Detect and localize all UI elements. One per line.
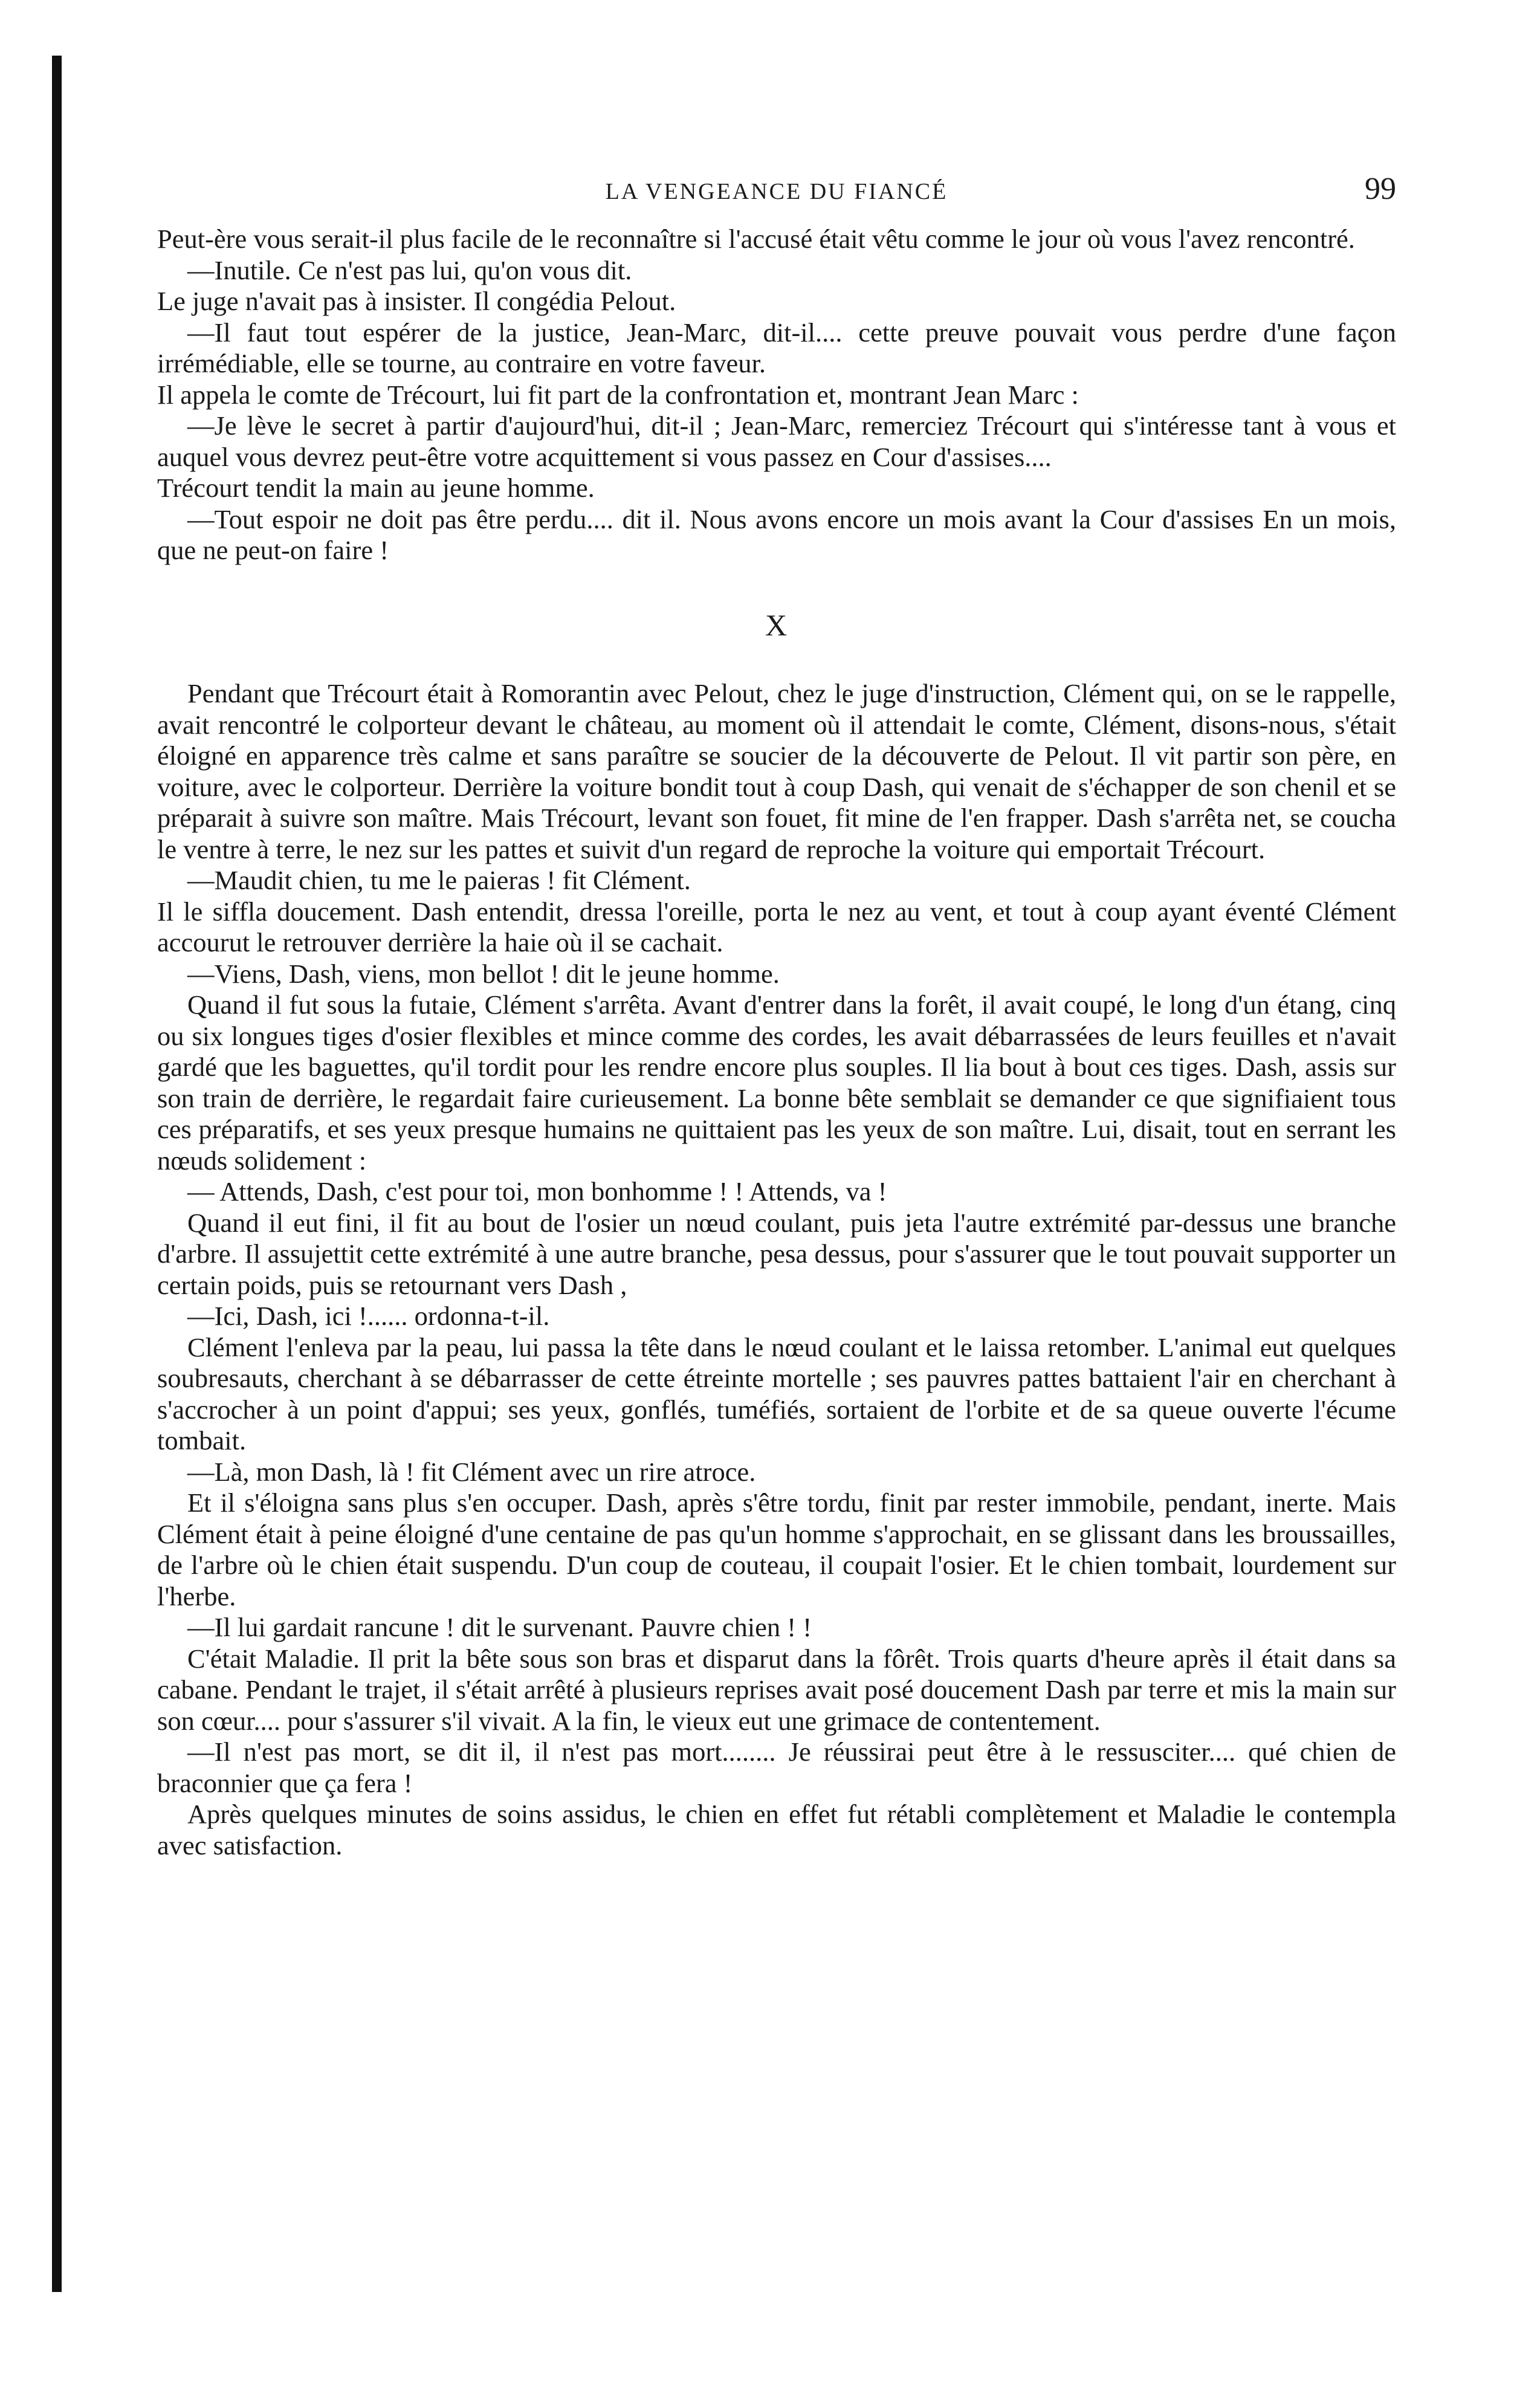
paragraph: — Attends, Dash, c'est pour toi, mon bonhomme ! ! Attends, va !: [187, 1176, 887, 1206]
page-number: 99: [1365, 172, 1396, 206]
paragraph: Quand il eut fini, il fit au bout de l'osier un nœud coulant, puis jeta l'autre extrémité par-dessus une branche d'arbre. Il assujettit cette extrémité à une autre branche, pesa dessus, pour s'assurer que le tout pouvait supporter un certain poids, puis se retournant vers Dash ,: [157, 1207, 1396, 1300]
paragraph: Quand il fut sous la futaie, Clément s'arrêta. Avant d'entrer dans la forêt, il avait coupé, le long d'un étang, cinq ou six longues tiges d'osier flexibles et mince comme des cordes, les avait débarrassées de leurs feuilles et n'avait gardé que les baguettes, qu'il tordit pour les rendre encore plus souples. Il lia bout à bout ces tiges. Dash, assis sur son train de derrière, le regardait faire curieusement. La bonne bête semblait se demander ce que signifiaient tous ces préparatifs, et ses yeux presque humains ne quittaient pas les yeux de son maître. Lui, disait, tout en serrant les nœuds solidement :: [157, 989, 1396, 1176]
binding-edge: [52, 56, 62, 2292]
paragraph: Le juge n'avait pas à insister. Il congédia Pelout.: [157, 286, 676, 316]
paragraph: Peut-ère vous serait-il plus facile de le reconnaître si l'accusé était vêtu comme le jour où vous l'avez rencontré.: [157, 224, 1355, 254]
paragraph: —Il faut tout espérer de la justice, Jean-Marc, dit-il.... cette preuve pouvait vous perdre d'une façon irrémédiable, elle se tourne, au contraire en votre faveur.: [157, 317, 1396, 378]
paragraph: Trécourt tendit la main au jeune homme.: [157, 473, 595, 503]
chapter-heading: X: [765, 607, 789, 642]
running-title: LA VENGEANCE DU FIANCÉ: [605, 179, 948, 204]
paragraph: Pendant que Trécourt était à Romorantin avec Pelout, chez le juge d'instruction, Clément qui, on se le rappelle, avait rencontré le colporteur devant le château, au moment où il attendait le comte, Clément, disons-nous, s'était éloigné en apparence très calme et sans paraître se soucier de la découverte de Pelout. Il vit partir son père, en voiture, avec le colporteur. Derrière la voiture bondit tout à coup Dash, qui venait de s'échapper de son chenil et se préparait à suivre son maître. Mais Trécourt, levant son fouet, fit mine de l'en frapper. Dash s'arrêta net, se coucha le ventre à terre, le nez sur les pattes et suivit d'un regard de reproche la voiture qui emportait Trécourt.: [157, 678, 1396, 864]
paragraph: —Il lui gardait rancune ! dit le survenant. Pauvre chien ! !: [187, 1612, 812, 1642]
paragraph: —Viens, Dash, viens, mon bellot ! dit le jeune homme.: [187, 958, 780, 989]
paragraph: C'était Maladie. Il prit la bête sous son bras et disparut dans la fôrêt. Trois quarts d'heure après il était dans sa cabane. Pendant le trajet, il s'était arrêté à plusieurs reprises avait posé doucement Dash par terre et mis la main sur son cœur.... pour s'assurer s'il vivait. A la fin, le vieux eut une grimace de contentement.: [157, 1643, 1396, 1736]
paragraph: Clément l'enleva par la peau, lui passa la tête dans le nœud coulant et le laissa retomber. L'animal eut quelques soubresauts, cherchant à se débarrasser de cette étreinte mortelle ; ses pauvres pattes battaient l'air en cherchant à s'accrocher à un point d'appui; ses yeux, gonflés, tuméfiés, sortaient de l'orbite et de sa queue ouverte l'écume tombait.: [157, 1332, 1396, 1455]
paragraph: —Tout espoir ne doit pas être perdu.... dit il. Nous avons encore un mois avant la Cour d'assises En un mois, que ne peut-on faire !: [157, 503, 1396, 565]
paragraph: Il appela le comte de Trécourt, lui fit part de la confrontation et, montrant Jean Marc :: [157, 379, 1079, 410]
paragraph: Et il s'éloigna sans plus s'en occuper. Dash, après s'être tordu, finit par rester immobile, pendant, inerte. Mais Clément était à peine éloigné d'une centaine de pas qu'un homme s'approchait, en se glissant dans les broussailles, de l'arbre où le chien était suspendu. D'un coup de couteau, il coupait l'osier. Et le chien tombait, lourdement sur l'herbe.: [157, 1487, 1396, 1611]
body-text: [157, 224, 1396, 1861]
paragraph: —Inutile. Ce n'est pas lui, qu'on vous dit.: [187, 254, 632, 285]
paragraph: —Maudit chien, tu me le paieras ! fit Clément.: [187, 865, 691, 895]
paragraph: —Il n'est pas mort, se dit il, il n'est pas mort........ Je réussirai peut être à le ressusciter.... qué chien de braconnier que ça fera !: [157, 1737, 1396, 1798]
paragraph: Après quelques minutes de soins assidus, le chien en effet fut rétabli complètement et Maladie le contempla avec satisfaction.: [157, 1799, 1396, 1860]
paragraph: —Ici, Dash, ici !...... ordonna-t-il.: [187, 1301, 550, 1331]
paragraph: —Je lève le secret à partir d'aujourd'hui, dit-il ; Jean-Marc, remerciez Trécourt qui s'intéresse tant à vous et auquel vous devrez peut-être votre acquittement si vous passez en Cour d'assises....: [157, 410, 1396, 472]
paragraph: Il le siffla doucement. Dash entendit, dressa l'oreille, porta le nez au vent, et tout à coup ayant éventé Clément accourut le retrouver derrière la haie où il se cachait.: [157, 896, 1396, 957]
paragraph: —Là, mon Dash, là ! fit Clément avec un rire atroce.: [187, 1456, 756, 1487]
